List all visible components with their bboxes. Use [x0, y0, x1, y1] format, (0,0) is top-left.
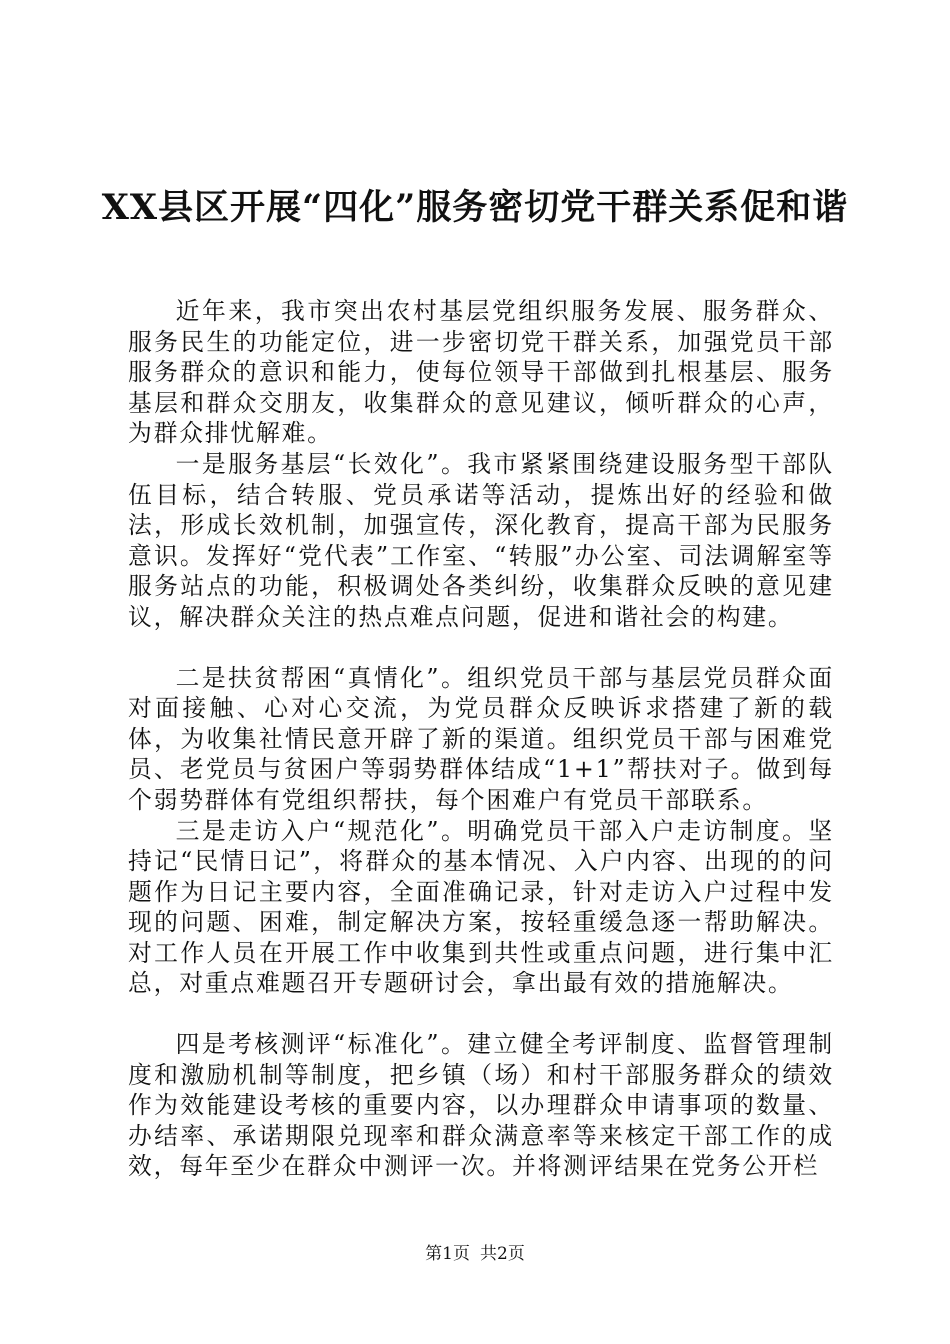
- paragraph-intro: 近年来，我市突出农村基层党组织服务发展、服务群众、服务民生的功能定位，进一步密切党干群关系，加强党员干部服务群众的意识和能力，使每位领导干部做到扎根基层、服务基层和群众交朋友，收集群众的意见建议，倾听群众的心声，为群众排忧解难。: [128, 297, 834, 448]
- page-footer: [0, 1244, 950, 1264]
- paragraph-point-4: 四是考核测评“标准化”。建立健全考评制度、监督管理制度和激励机制等制度，把乡镇（场）和村干部服务群众的绩效作为效能建设考核的重要内容，以办理群众申请事项的数量、办结率、承诺期限兑现率和群众满意率等来核定干部工作的成效，每年至少在群众中测评一次。并将测评结果在党务公开栏: [128, 1030, 834, 1181]
- paragraph-point-3: 三是走访入户“规范化”。明确党员干部入户走访制度。坚持记“民情日记”，将群众的基本情况、入户内容、出现的的问题作为日记主要内容，全面准确记录，针对走访入户过程中发现的问题、困难，制定解决方案，按轻重缓急逐一帮助解决。对工作人员在开展工作中收集到共性或重点问题，进行集中汇总，对重点难题召开专题研讨会，拿出最有效的措施解决。: [128, 816, 834, 998]
- page-total: 共2页: [480, 1244, 525, 1264]
- paragraph-point-2: 二是扶贫帮困“真情化”。组织党员干部与基层党员群众面对面接触、心对心交流，为党员群众反映诉求搭建了新的载体，为收集社情民意开辟了新的渠道。组织党员干部与困难党员、老党员与贫困户等弱势群体结成“1+1”帮扶对子。做到每个弱势群体有党组织帮扶，每个困难户有党员干部联系。: [128, 663, 834, 814]
- page-number: 第1页: [425, 1244, 470, 1264]
- document-body: [128, 296, 834, 1182]
- paragraph-point-1: 一是服务基层“长效化”。我市紧紧围绕建设服务型干部队伍目标，结合转服、党员承诺等活动，提炼出好的经验和做法，形成长效机制，加强宣传，深化教育，提高干部为民服务意识。发挥好“党代表”工作室、“转服”办公室、司法调解室等服务站点的功能，积极调处各类纠纷，收集群众反映的意见建议，解决群众关注的热点难点问题，促进和谐社会的构建。: [128, 449, 834, 631]
- document-title: XX县区开展“四化”服务密切党干群关系促和谐: [101, 187, 849, 228]
